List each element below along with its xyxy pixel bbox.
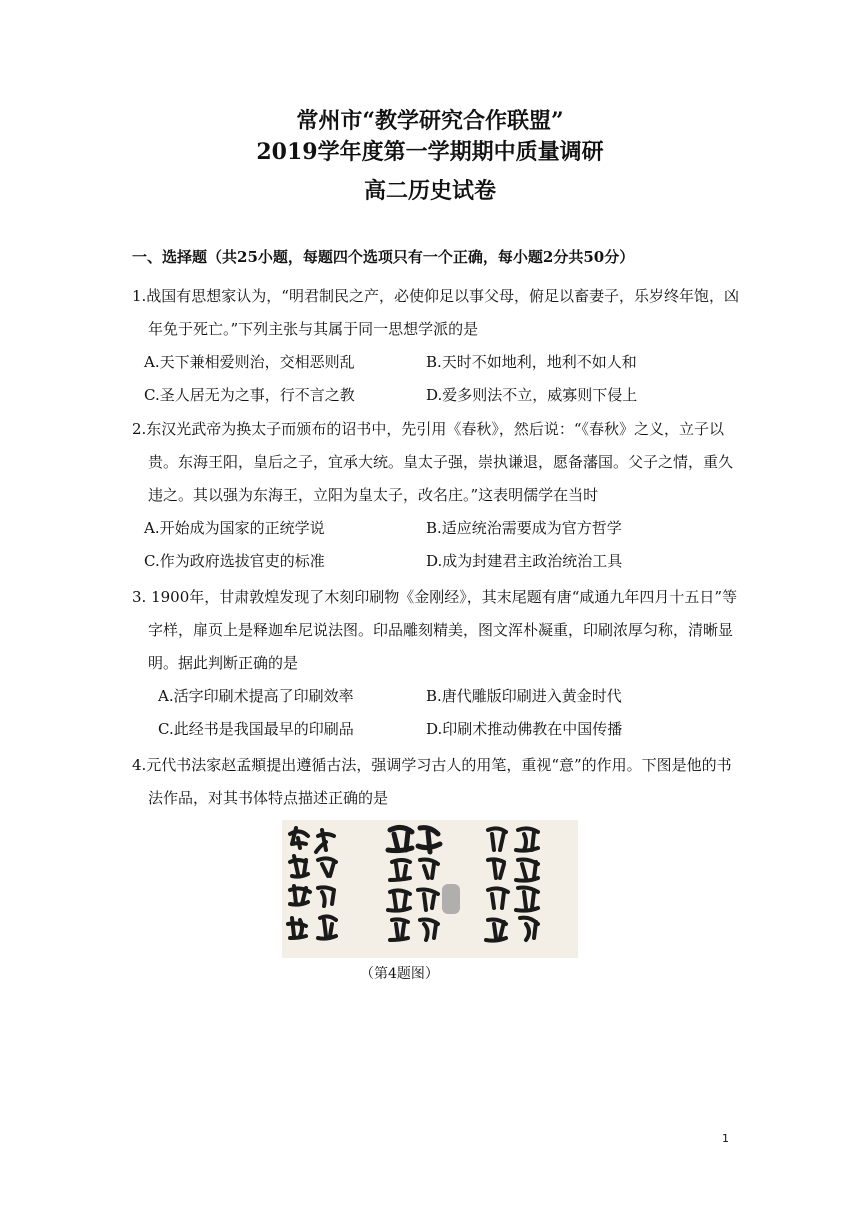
question-2-option-c: C.作为政府选拔官吏的标准 [144,552,325,570]
section-heading-choice: 一、选择题（共25小题，每题四个选项只有一个正确，每小题2分共50分） [132,248,635,266]
exam-title-alliance: 常州市“教学研究合作联盟” [296,108,564,134]
exam-title-subject: 高二历史试卷 [363,178,496,204]
question-2-stem: 2.东汉光武帝为换太子而颁布的诏书中，先引用《春秋》，然后说：“《春秋》之义，立子以贵。东海王阳，皇后之子，宜承大统。皇太子强，崇执谦退，愿备藩国。父子之情，重久违之。其以强为东海王，立阳为皇太子，改名庄。”这表明儒学在当时 [132,420,734,504]
exam-header [0,106,860,207]
figure-caption: （第4题图） [360,966,439,982]
page-number: 1 [722,1132,729,1145]
question-1-option-d: D.爱多则法不立，威寡则下侵上 [426,386,638,404]
question-1-option-c: C.圣人居无为之事，行不言之教 [144,386,355,404]
question-1 [132,280,740,412]
blurred-patch [442,884,460,914]
question-3-options [132,680,740,746]
exam-title-term: 2019学年度第一学期期中质量调研 [256,139,604,165]
question-1-option-b: B.天时不如地利，地利不如人和 [426,353,637,371]
question-3-option-b: B.唐代雕版印刷进入黄金时代 [426,687,622,705]
question-2-options [132,512,740,578]
question-3-option-c: C.此经书是我国最早的印刷品 [158,720,354,738]
question-1-stem: 1.战国有思想家认为，“明君制民之产，必使仰足以事父母，俯足以畜妻子，乐岁终年饱，凶年免于死亡。”下列主张与其属于同一思想学派的是 [132,287,739,338]
question-4 [132,749,740,815]
question-1-options [132,346,740,412]
question-3-option-d: D.印刷术推动佛教在中国传播 [426,720,623,738]
calligraphy-figure [282,820,578,958]
question-1-option-a: A.天下兼相爱则治，交相恶则乱 [144,353,355,371]
question-2-option-a: A.开始成为国家的正统学说 [144,519,325,537]
question-2-option-b: B.适应统治需要成为官方哲学 [426,519,622,537]
question-2-option-d: D.成为封建君主政治统治工具 [426,552,623,570]
calligraphy-image [282,820,578,958]
question-2 [132,413,740,578]
question-3-option-a: A.活字印刷术提高了印刷效率 [158,687,354,705]
question-3 [132,581,740,746]
question-3-stem: 3. 1900年，甘肃敦煌发现了木刻印刷物《金刚经》，其末尾题有唐“咸通九年四月十五日”等字样，扉页上是释迦牟尼说法图。印品雕刻精美，图文浑朴凝重，印刷浓厚匀称，清晰显明。据此判断正确的是 [132,588,738,672]
question-4-stem: 4.元代书法家赵孟頫提出遵循古法，强调学习古人的用笔，重视“意”的作用。下图是他的书法作品，对其书体特点描述正确的是 [132,756,732,807]
